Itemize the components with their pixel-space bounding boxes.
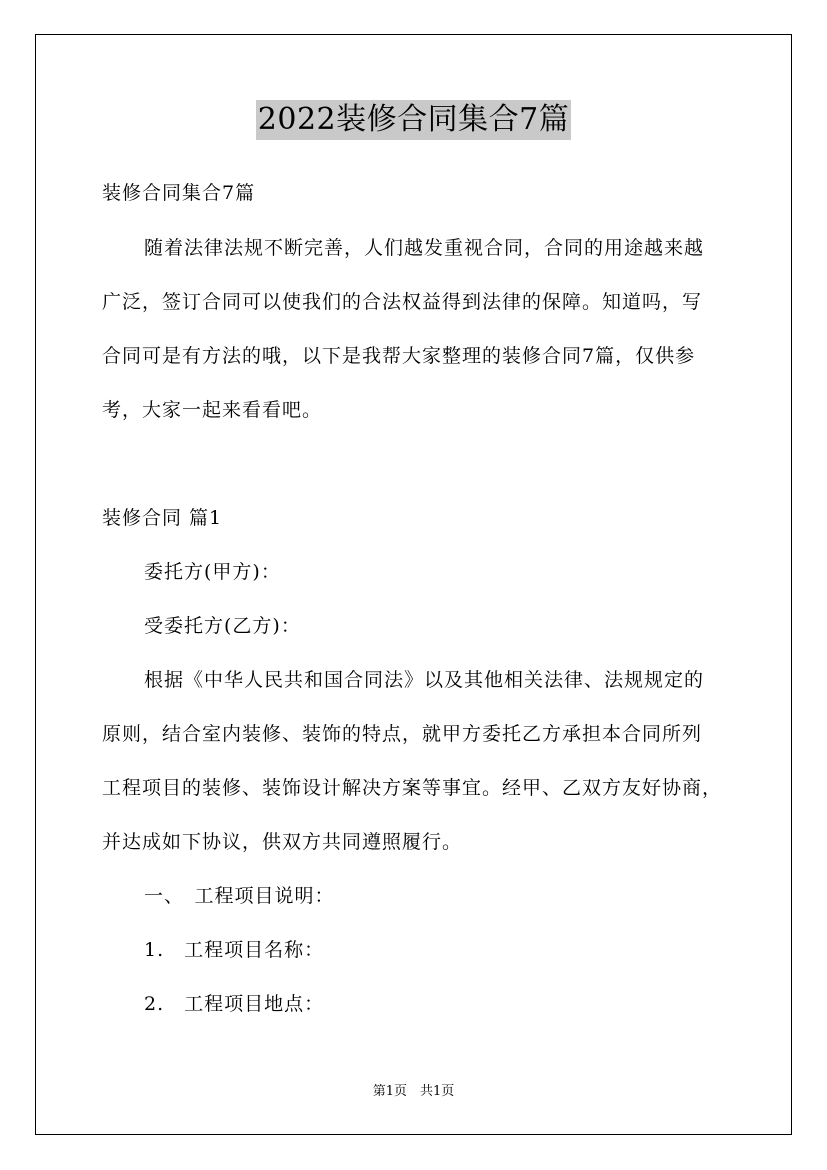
client-label: 委托方(甲方)：	[144, 561, 281, 583]
section-heading: 装修合同 篇1	[102, 507, 223, 529]
contractor-label: 受委托方(乙方)：	[144, 615, 301, 637]
document-title: 2022装修合同集合7篇	[256, 100, 571, 140]
clause-1-heading: 一、 工程项目说明：	[144, 885, 335, 907]
body-line-3: 工程项目的装修、装饰设计解决方案等事宜。经甲、乙双方友好协商，	[102, 777, 723, 799]
body-line-2: 原则，结合室内装修、装饰的特点，就甲方委托乙方承担本合同所列	[102, 723, 703, 745]
item-1: 1. 工程项目名称：	[144, 939, 325, 961]
page-footer: 第1页 共1页	[372, 1084, 455, 1099]
intro-line-2: 广泛，签订合同可以使我们的合法权益得到法律的保障。知道吗，写	[102, 291, 703, 313]
body-line-4: 并达成如下协议，供双方共同遵照履行。	[102, 831, 463, 853]
body-line-1: 根据《中华人民共和国合同法》以及其他相关法律、法规规定的	[144, 669, 705, 691]
intro-line-3: 合同可是有方法的哦，以下是我帮大家整理的装修合同7篇，仅供参	[102, 345, 696, 367]
item-2: 2. 工程项目地点：	[144, 993, 325, 1015]
intro-line-4: 考，大家一起来看看吧。	[102, 399, 323, 421]
intro-line-1: 随着法律法规不断完善，人们越发重视合同，合同的用途越来越	[144, 237, 705, 259]
document-subtitle: 装修合同集合7篇	[102, 182, 256, 204]
